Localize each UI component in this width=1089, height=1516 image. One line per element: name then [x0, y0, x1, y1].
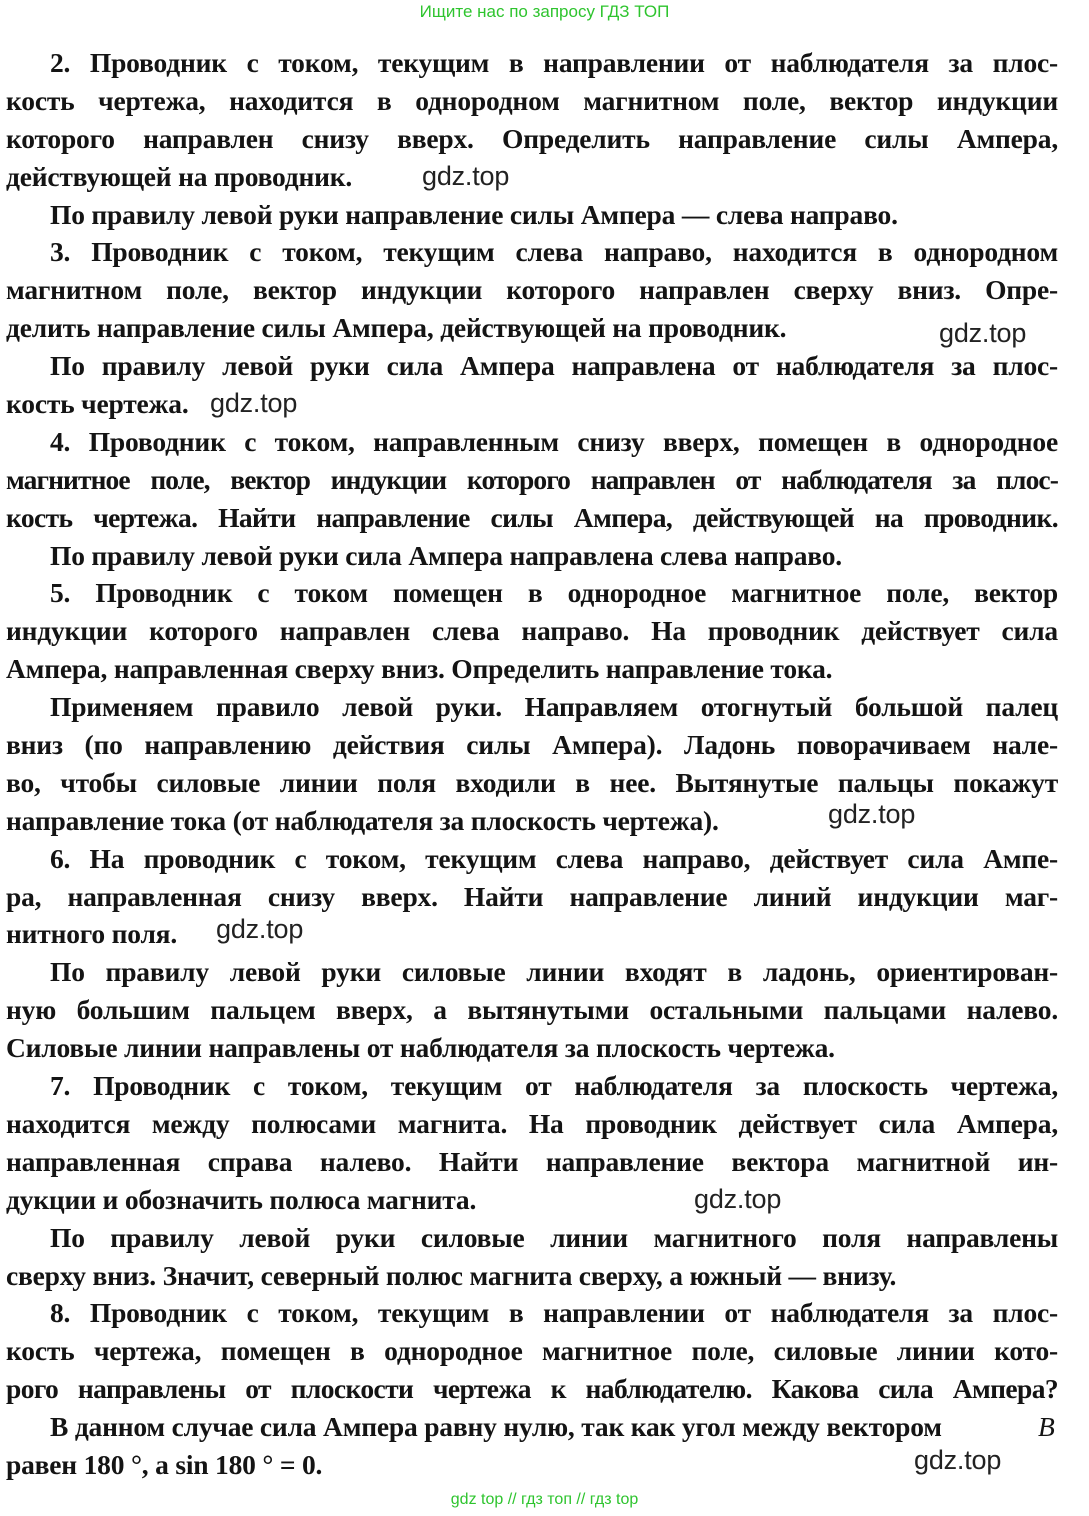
text-line: индукции которого направлен слева направо. На проводник действует сила [6, 615, 1058, 647]
text-line-content: делить направление силы Ампера, действующей на проводник. [6, 312, 787, 344]
text-line: Ампера, направленная сверху вниз. Определить направление тока. [6, 653, 833, 685]
text-line: ра, направленная снизу вверх. Найти направление линий индукции маг- [6, 880, 1058, 912]
text-line [6, 158, 1058, 196]
text-line: По правилу левой руки сила Ампера направлена от наблюдателя за плос- [50, 350, 1058, 382]
watermark: gdz.top [210, 388, 298, 419]
text-line: магнитное поле, вектор индукции которого направлен от наблюдателя за плос- [6, 463, 1058, 495]
text-line: направленная справа налево. Найти направление вектора магнитной ин- [6, 1145, 1058, 1177]
text-line: 4. Проводник с током, направленным снизу вверх, помещен в однородное [50, 425, 1058, 457]
text-line: По правилу левой руки силовые линии входят в ладонь, ориентирован- [50, 956, 1058, 988]
text-line: которого направлен снизу вверх. Определить направление силы Ампера, [6, 122, 1058, 154]
text-line [6, 915, 1058, 953]
text-line: 5. Проводник с током помещен в однородное магнитное поле, вектор [50, 577, 1058, 609]
text-line: 8. Проводник с током, текущим в направлении от наблюдателя за плос- [50, 1297, 1058, 1329]
text-line: 6. На проводник с током, текущим слева направо, действует сила Ампе- [50, 842, 1058, 874]
text-line: во, чтобы силовые линии поля входили в нее. Вытянутые пальцы покажут [6, 766, 1058, 798]
text-line [6, 1446, 1058, 1484]
text-line: магнитном поле, вектор индукции которого направлен сверху вниз. Опре- [6, 274, 1058, 306]
text-line [6, 1181, 1058, 1219]
watermark: gdz.top [939, 318, 1027, 349]
textbook-page [6, 44, 1058, 1484]
text-line: Применяем правило левой руки. Направляем отогнутый большой палец [50, 691, 1058, 723]
watermark: gdz.top [216, 914, 304, 945]
text-line [6, 1408, 1058, 1446]
text-line-content: кость чертежа. [6, 388, 189, 420]
watermark: gdz.top [828, 798, 916, 829]
text-line: По правилу левой руки направление силы Ампера — слева направо. [50, 198, 898, 230]
text-line: ную большим пальцем вверх, а вытянутыми остальными пальцами налево. [6, 994, 1058, 1026]
text-line: По правилу левой руки сила Ампера направлена слева направо. [50, 539, 842, 571]
text-line [6, 309, 1058, 347]
text-line: находится между полюсами магнита. На проводник действует сила Ампера, [6, 1107, 1058, 1139]
text-line: кость чертежа. Найти направление силы Ампера, действующей на проводник. [6, 501, 1058, 533]
text-line-content: дукции и обозначить полюса магнита. [6, 1183, 477, 1215]
text-line: рого направлены от плоскости чертежа к наблюдателю. Какова сила Ампера? [6, 1373, 1058, 1405]
text-line-content: равен 180 °, а sin 180 ° = 0. [6, 1448, 323, 1480]
watermark: gdz.top [914, 1444, 1002, 1475]
text-line: вниз (по направлению действия силы Ампера). Ладонь поворачиваем нале- [6, 729, 1058, 761]
text-line: кость чертежа, помещен в однородное магнитное поле, силовые линии кото- [6, 1335, 1058, 1367]
footer-watermark: gdz top // гдз топ // гдз top [450, 1491, 639, 1508]
text-line: 7. Проводник с током, текущим от наблюдателя за плоскость чертежа, [50, 1070, 1058, 1102]
text-line: Силовые линии направлены от наблюдателя за плоскость чертежа. [6, 1032, 835, 1064]
search-banner: Ищите нас по запросу ГДЗ ТОП [419, 2, 670, 21]
text-line: кость чертежа, находится в однородном магнитном поле, вектор индукции [6, 84, 1058, 116]
watermark: gdz.top [422, 160, 510, 191]
text-line: 3. Проводник с током, текущим слева направо, находится в однородном [50, 236, 1058, 268]
text-line-content: нитного поля. [6, 918, 178, 950]
text-line [6, 798, 1058, 840]
text-line: сверху вниз. Значит, северный полюс магнита сверху, а южный — внизу. [6, 1259, 897, 1291]
text-line-content: В данном случае сила Ампера равну нулю, так как угол между вектором [50, 1411, 942, 1443]
text-line: 2. Проводник с током, текущим в направлении от наблюдателя за плос- [50, 47, 1058, 78]
watermark: gdz.top [694, 1183, 782, 1214]
text-line-content: направление тока (от наблюдателя за плоскость чертежа). [6, 804, 719, 836]
text-line-content: действующей на проводник. [6, 160, 353, 192]
text-line: По правилу левой руки силовые линии магнитного поля направлены [50, 1221, 1058, 1253]
vector-symbol: B [1038, 1411, 1055, 1443]
text-line [6, 385, 1058, 423]
